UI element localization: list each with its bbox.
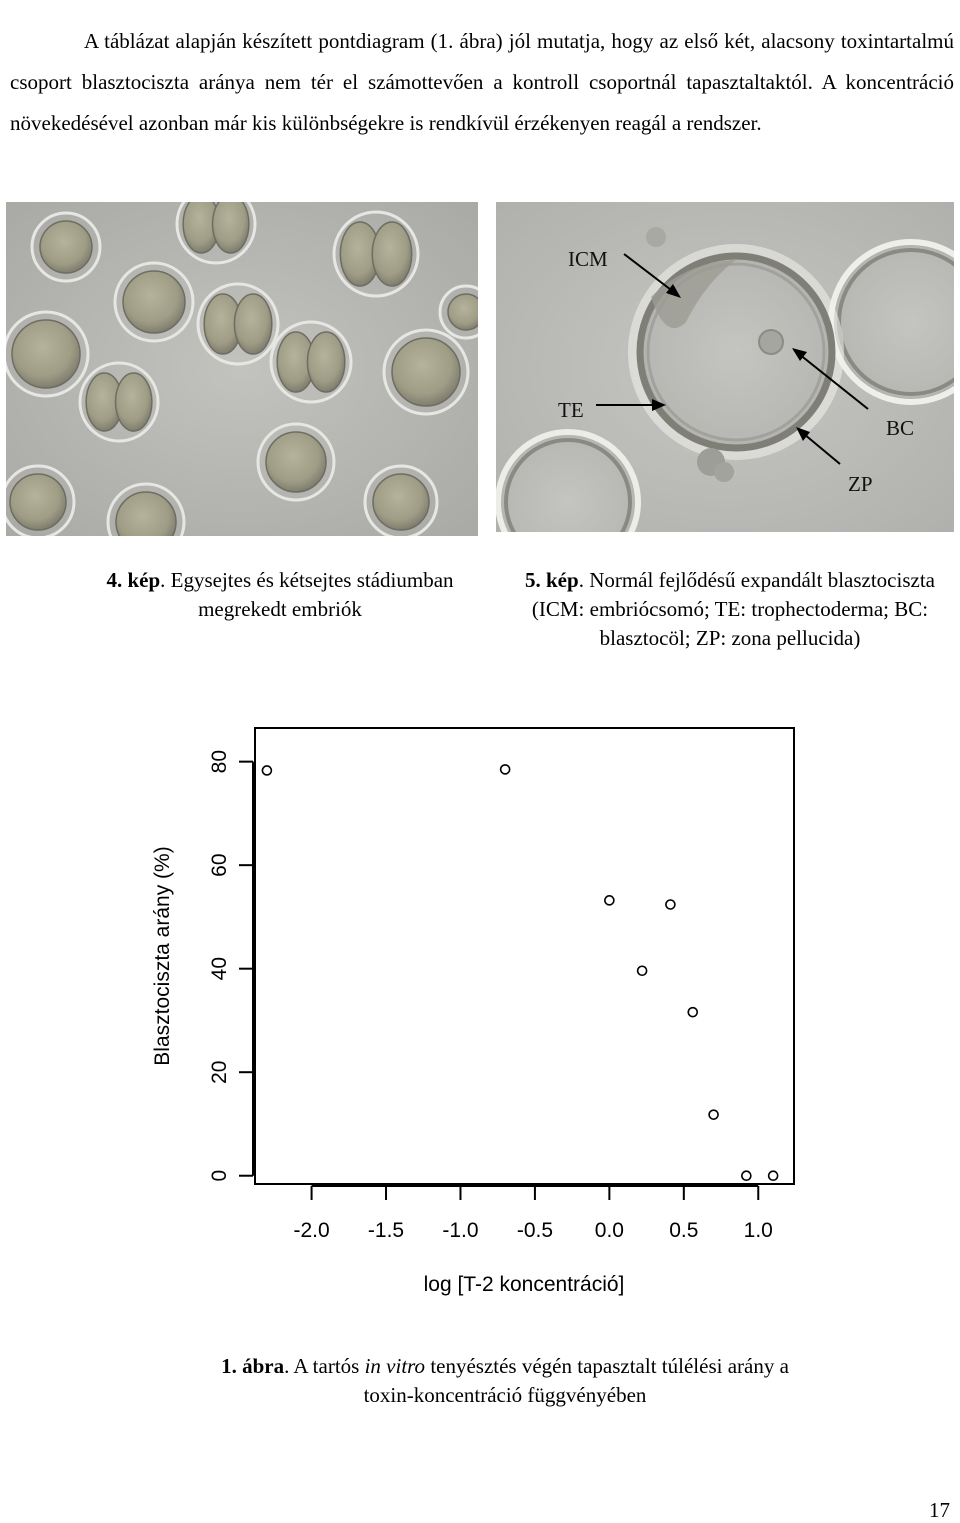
y-tick-label: 0	[208, 1169, 231, 1182]
data-point	[605, 896, 614, 905]
plot-box	[255, 728, 794, 1184]
figure-5-caption	[506, 566, 954, 653]
y-axis-label: Blasztociszta arány (%)	[151, 846, 174, 1066]
y-tick-label: 80	[208, 749, 231, 774]
embryo-micrograph-photo	[6, 202, 478, 536]
data-point	[709, 1110, 718, 1119]
figure-1-text-italic: in vitro	[364, 1354, 426, 1378]
figure-4-label: 4. kép	[106, 568, 161, 592]
data-point	[501, 765, 510, 774]
blastocyst-micrograph-photo	[496, 202, 954, 532]
x-tick-label: -1.5	[367, 1219, 405, 1242]
data-point	[638, 966, 647, 975]
data-points	[262, 765, 777, 1180]
data-point	[769, 1171, 778, 1180]
te-label: TE	[558, 398, 584, 422]
data-point	[262, 766, 271, 775]
x-tick-label: -1.0	[442, 1219, 479, 1242]
figure-1-caption	[200, 1352, 810, 1410]
scatter-chart	[140, 720, 840, 1310]
data-point	[742, 1171, 751, 1180]
data-point	[666, 900, 675, 909]
intro-paragraph: A táblázat alapján készített pontdiagram (1. ábra) jól mutatja, hogy az első két, alacsony toxintartalmú csoport blasztociszta aránya nem tér el számottevően a kontroll csoportnál tapasztaltaktól. A koncentráció növekedésével azonban már kis különbségekre is rendkívül érzékenyen reagál a rendszer.	[10, 29, 954, 135]
y-tick-label: 60	[208, 853, 231, 877]
x-tick-label: 0.5	[669, 1219, 699, 1242]
x-tick-label: -0.5	[516, 1219, 554, 1242]
zp-label: ZP	[848, 472, 873, 496]
figure-1-text-start: . A tartós	[284, 1354, 365, 1378]
data-point	[688, 1008, 697, 1017]
y-axis	[208, 750, 253, 1182]
figure-5-text: . Normál fejlődésű expandált blasztociszta (ICM: embriócsomó; TE: trophectoderma; BC: blasztocöl; ZP: zona pellucida)	[531, 568, 935, 650]
x-axis-label: log [T-2 koncentráció]	[423, 1273, 625, 1296]
x-tick-label: -2.0	[293, 1219, 330, 1242]
bc-label: BC	[886, 416, 915, 440]
figure-4-caption	[60, 566, 500, 624]
y-tick-label: 20	[208, 1060, 231, 1084]
x-axis	[293, 1186, 772, 1242]
x-tick-label: 0.0	[594, 1219, 624, 1242]
figure-1-text-end: tenyésztés végén tapasztalt túlélési arány a toxin-koncentráció függvényében	[363, 1354, 789, 1407]
figure-5-label: 5. kép	[525, 568, 579, 592]
icm-label: ICM	[568, 247, 608, 271]
x-tick-label: 1.0	[743, 1219, 773, 1242]
figure-4-text: . Egysejtes és kétsejtes stádiumban megrekedt embriók	[160, 568, 454, 621]
y-tick-label: 40	[208, 957, 231, 981]
page-number: 17	[929, 1498, 950, 1522]
figure-1-label: 1. ábra	[221, 1354, 285, 1378]
